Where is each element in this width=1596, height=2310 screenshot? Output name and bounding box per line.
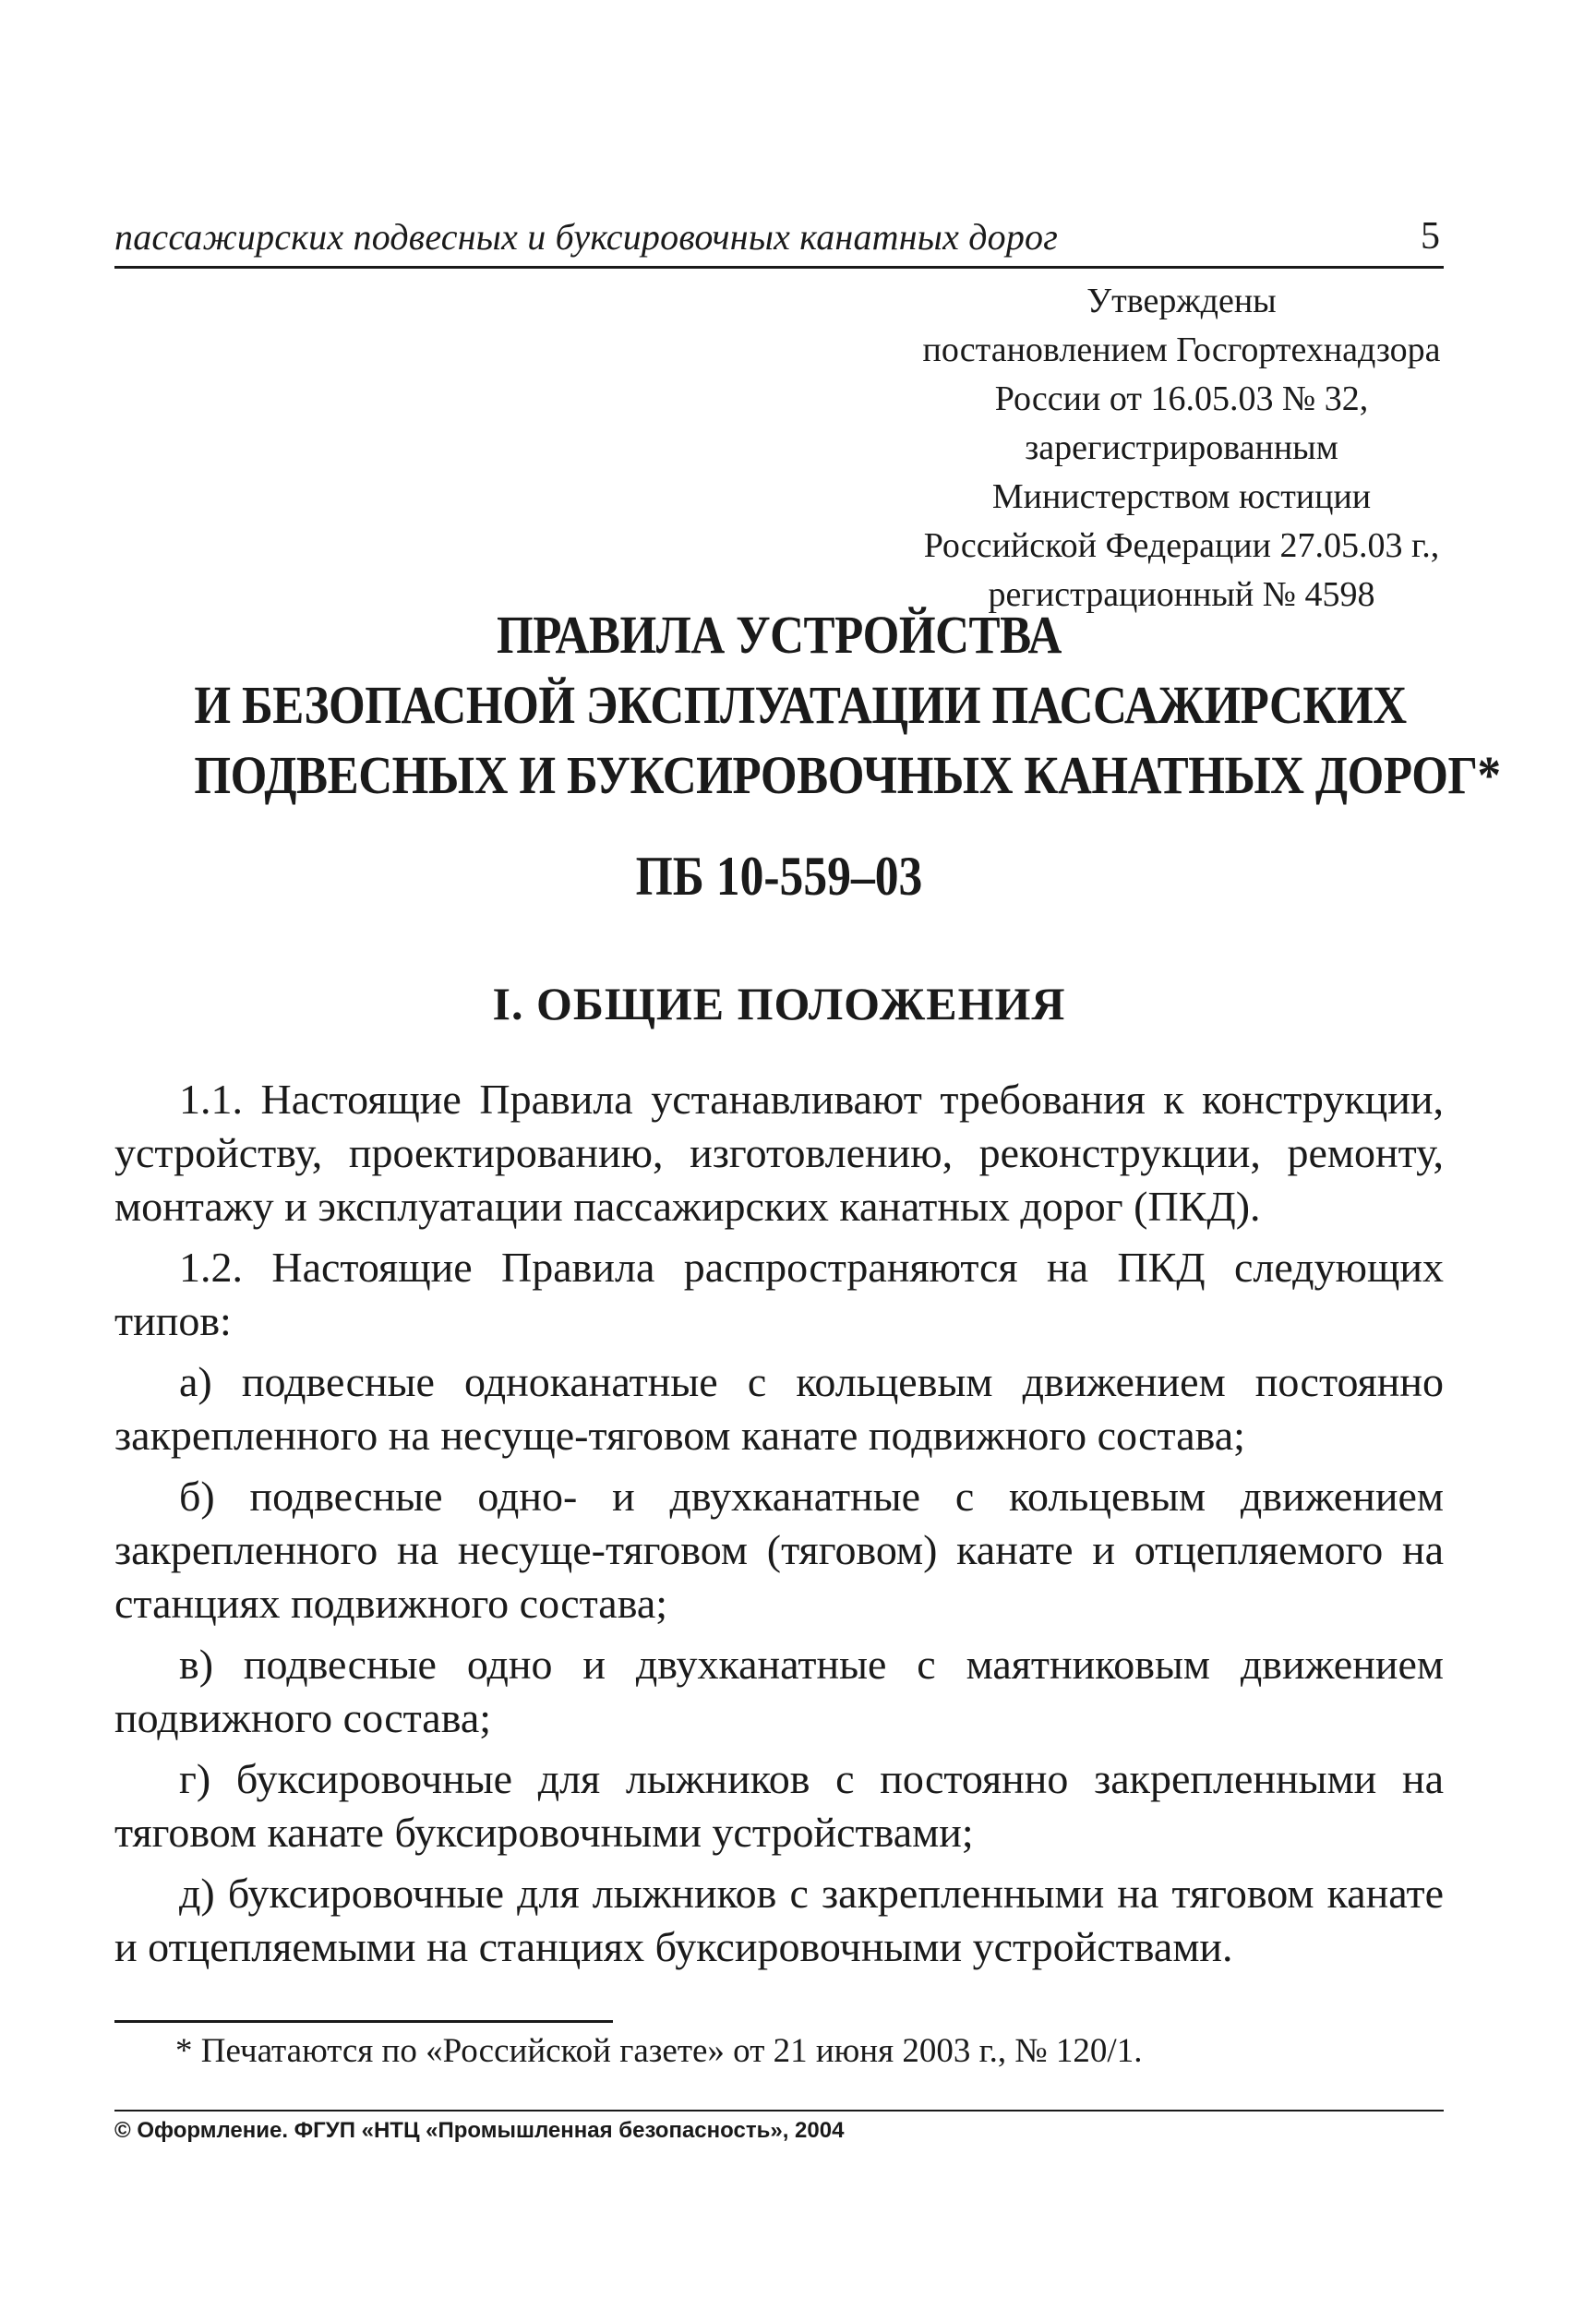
copyright-divider — [114, 2110, 1444, 2111]
footnote-divider — [114, 2020, 613, 2023]
paragraph: б) подвесные одно- и двухканатные с кольцевым движением закрепленного на несуще-тяговом (тяговом) канате и отцепляемого на станциях подвижного состава; — [114, 1473, 1444, 1627]
title-line: ПОДВЕСНЫХ И БУКСИРОВОЧНЫХ КАНАТНЫХ ДОРОГ* — [194, 745, 1501, 805]
paragraph: 1.1. Настоящие Правила устанавливают требования к конструкции, устройству, проектированию, изготовлению, реконструкции, ремонту, монтажу и эксплуатации пассажирских канатных дорог (ПКД). — [114, 1076, 1444, 1230]
document-title — [194, 600, 1501, 811]
approval-line: постановлением Госгортехнадзора — [922, 331, 1441, 369]
approval-block — [812, 277, 1551, 620]
copyright-notice: © Оформление. ФГУП «НТЦ «Промышленная безопасность», 2004 — [114, 2118, 845, 2143]
running-header — [114, 205, 1444, 269]
title-line: ПРАВИЛА УСТРОЙСТВА — [497, 605, 1062, 665]
approval-line: Российской Федерации 27.05.03 г., — [923, 526, 1440, 565]
approval-line: Министерством юстиции — [991, 477, 1372, 516]
body-text — [114, 1073, 1444, 1981]
paragraph: 1.2. Настоящие Правила распространяются на ПКД следующих типов: — [114, 1244, 1444, 1344]
paragraph: в) подвесные одно и двухканатные с маятниковым движением подвижного состава; — [114, 1641, 1444, 1741]
approval-line: зарегистрированным — [1025, 428, 1338, 467]
page-number: 5 — [1421, 215, 1440, 258]
paragraph: д) буксировочные для лыжников с закрепленными на тяговом канате и отцепляемыми на станциях буксировочными устройствами. — [114, 1870, 1444, 1970]
footnote: * Печатаются по «Российской газете» от 21 июня 2003 г., № 120/1. — [175, 2032, 1143, 2070]
section-heading: I. ОБЩИЕ ПОЛОЖЕНИЯ — [492, 978, 1066, 1029]
running-title: пассажирских подвесных и буксировочных канатных дорог — [114, 216, 1059, 258]
paragraph: а) подвесные одноканатные с кольцевым движением постоянно закрепленного на несуще-тяговом канате подвижного состава; — [114, 1358, 1444, 1459]
paragraph: г) буксировочные для лыжников с постоянно закрепленными на тяговом канате буксировочными устройствами; — [114, 1755, 1444, 1856]
document-code: ПБ 10-559–03 — [635, 846, 923, 907]
approval-line: Утверждены — [1086, 282, 1277, 320]
approval-line: России от 16.05.03 № 32, — [994, 379, 1369, 418]
title-line: И БЕЗОПАСНОЙ ЭКСПЛУАТАЦИИ ПАССАЖИРСКИХ — [194, 675, 1407, 735]
approval-line: регистрационный № 4598 — [988, 575, 1375, 614]
